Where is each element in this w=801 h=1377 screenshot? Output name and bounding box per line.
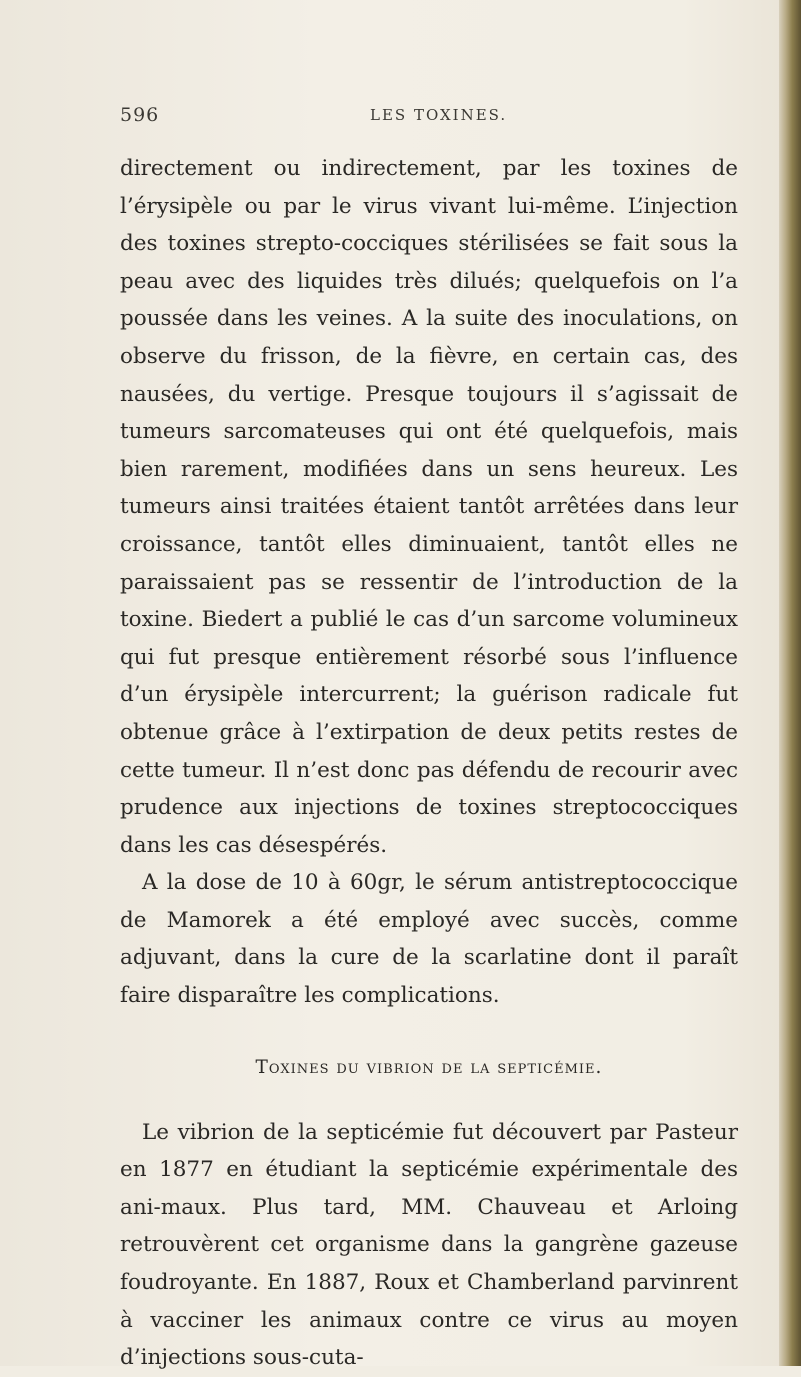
page-header [120, 104, 740, 134]
section-heading: Toxines du vibrion de la septicémie. [255, 1056, 603, 1078]
page-edge [779, 0, 801, 1366]
running-head: LES TOXINES. [370, 106, 508, 124]
paragraph-1: directement ou indirectement, par les toxines de l’érysipèle ou par le virus vivant lui-même. L’injection des toxines strepto-cocciques stérilisées se fait sous la peau avec des liquides très dilués; quelquefois on l’a poussée dans les veines. A la suite des inoculations, on observe du frisson, de la fièvre, en certain cas, des nausées, du vertige. Presque toujours il s’agissait de tumeurs sarcomateuses qui ont été quelquefois, mais bien rarement, modifiées dans un sens heureux. Les tumeurs ainsi traitées étaient tantôt arrêtées dans leur croissance, tantôt elles diminuaient, tantôt elles ne paraissaient pas se ressentir de l’introduction de la toxine. Biedert a publié le cas d’un sarcome volumineux qui fut presque entièrement résorbé sous l’influence d’un érysipèle intercurrent; la guérison radicale fut obtenue grâce à l’extirpation de deux petits restes de cette tumeur. Il n’est donc pas défendu de recourir avec prudence aux injections de toxines streptococciques dans les cas désespérés. [120, 156, 738, 858]
body-text [120, 150, 738, 1377]
paragraph-3: Le vibrion de la septicémie fut découvert par Pasteur en 1877 en étudiant la septicémie expérimentale des ani-maux. Plus tard, MM. Chauveau et Arloing retrouvèrent cet organisme dans la gangrène gazeuse foudroyante. En 1887, Roux et Chamberland parvinrent à vacciner les animaux contre ce virus au moyen d’injections sous-cuta- [120, 1119, 738, 1371]
page-number: 596 [120, 104, 160, 126]
paragraph-2: A la dose de 10 à 60gr, le sérum antistreptococcique de Mamorek a été employé avec succès, comme adjuvant, dans la cure de la scarlatine dont il paraît faire disparaître les complications. [120, 870, 738, 1009]
